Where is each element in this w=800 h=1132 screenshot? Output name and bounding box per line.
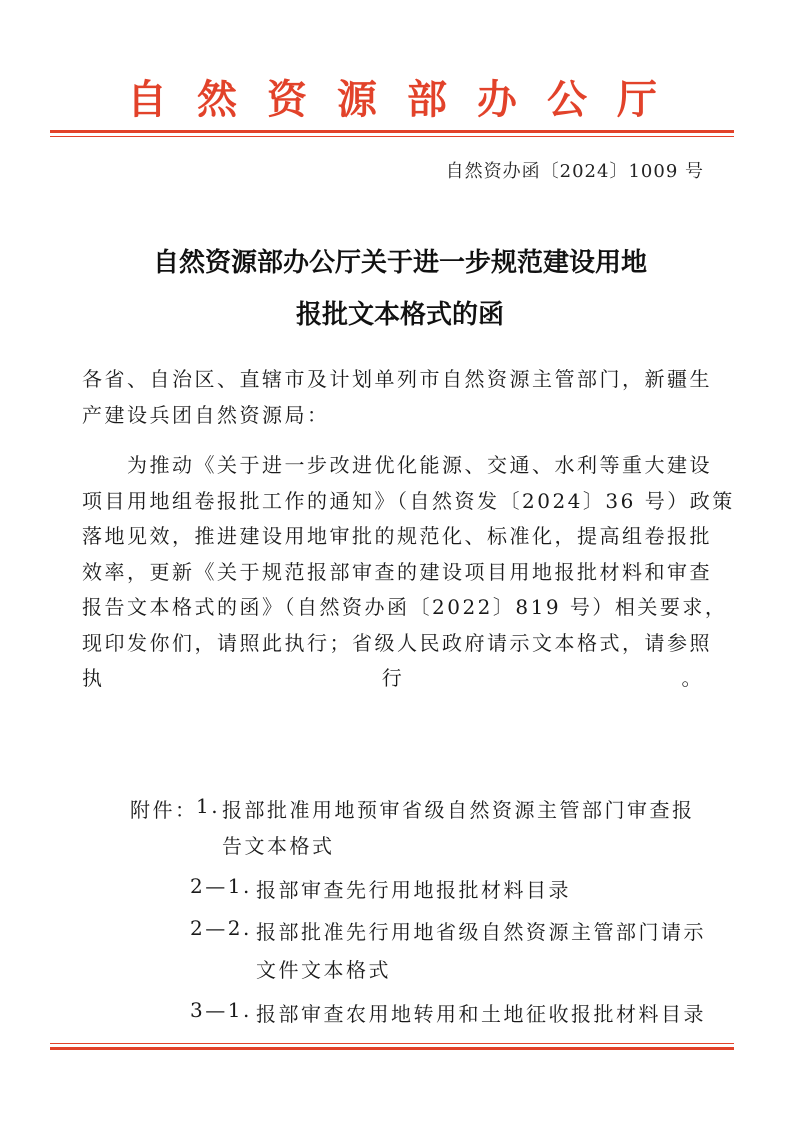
recipients-line-2: 产建设兵团自然资源局： bbox=[82, 402, 330, 427]
body-line-5: 报告文本格式的函》（自然资办函〔2022〕819 号）相关要求， bbox=[82, 595, 728, 619]
body-line-7: 执行。 bbox=[82, 666, 704, 690]
document-title-line-2: 报批文本格式的函 bbox=[295, 300, 504, 330]
body-paragraph bbox=[82, 448, 735, 697]
footer-rule-thick bbox=[50, 1047, 734, 1050]
attachment-4-number: 3—1. bbox=[190, 998, 252, 1022]
attachment-3-line-1: 报部批准先行用地省级自然资源主管部门请示 bbox=[256, 920, 706, 944]
attachment-3-line-2: 文件文本格式 bbox=[256, 958, 391, 982]
recipients bbox=[82, 362, 712, 433]
body-line-6: 现印发你们，请照此执行；省级人民政府请示文本格式，请参照 bbox=[82, 630, 712, 655]
body-line-2: 项目用地组卷报批工作的通知》（自然资发〔2024〕36 号）政策 bbox=[82, 488, 735, 513]
attachment-4-line-1: 报部审查农用地转用和土地征收报批材料目录 bbox=[256, 1002, 706, 1026]
footer-rule-thin bbox=[50, 1043, 734, 1044]
attachments-label: 附件： bbox=[130, 798, 198, 822]
attachment-1-line-1: 报部批准用地预审省级自然资源主管部门审查报 bbox=[222, 798, 695, 822]
body-line-3: 落地见效，推进建设用地审批的规范化、标准化，提高组卷报批 bbox=[82, 524, 712, 548]
document-title-line-1: 自然资源部办公厅关于进一步规范建设用地 bbox=[152, 248, 647, 278]
attachment-3-number: 2—2. bbox=[190, 916, 252, 940]
attachment-1-number: 1. bbox=[196, 794, 221, 818]
letterhead-rule-thick bbox=[50, 130, 734, 133]
letterhead-title: 自然资源部办公厅 bbox=[127, 76, 687, 123]
body-line-4: 效率，更新《关于规范报部审查的建设项目用地报批材料和审查 bbox=[82, 559, 712, 584]
attachment-2-line-1: 报部审查先行用地报批材料目录 bbox=[256, 878, 571, 902]
doc-number: 自然资办函〔2024〕1009 号 bbox=[445, 161, 704, 182]
attachment-1-line-2: 告文本格式 bbox=[222, 834, 335, 858]
recipients-line-1: 各省、自治区、直辖市及计划单列市自然资源主管部门，新疆生 bbox=[82, 367, 712, 391]
body-line-1: 为推动《关于进一步改进优化能源、交通、水利等重大建设 bbox=[82, 453, 712, 477]
attachment-2-number: 2—1. bbox=[190, 874, 252, 898]
letterhead-rule-thin bbox=[50, 136, 734, 137]
